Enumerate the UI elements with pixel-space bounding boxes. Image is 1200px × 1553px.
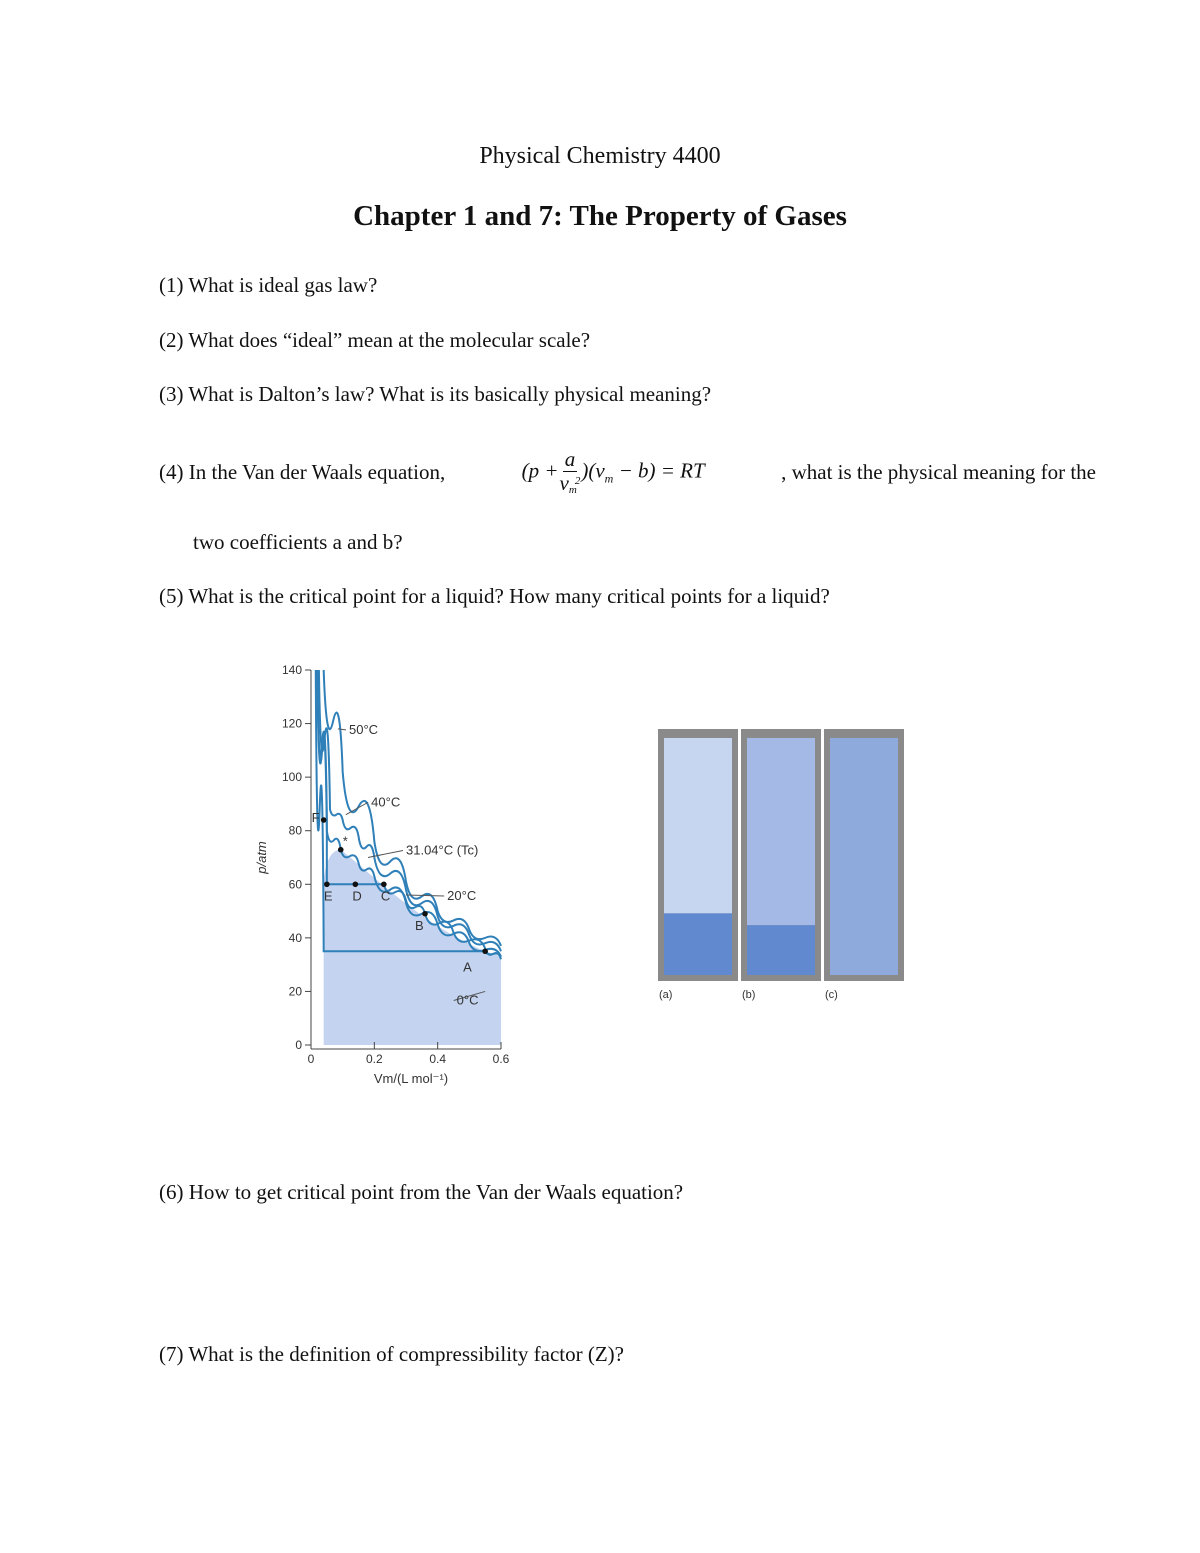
y-tick-label: 0 <box>295 1038 302 1052</box>
question-5: (5) What is the critical point for a liquid? How many critical points for a liquid? <box>159 584 830 608</box>
point-label: * <box>342 833 348 849</box>
y-tick-label: 20 <box>288 984 302 999</box>
x-tick-label: 0.2 <box>365 1052 383 1066</box>
y-tick-label: 80 <box>288 823 302 838</box>
x-tick-label: 0 <box>307 1052 315 1066</box>
question-4-suffix: , what is the physical meaning for the <box>781 460 1096 484</box>
panel-label: (b) <box>742 989 756 1001</box>
equation-fraction: $\frac{a}{v_m^2}$ <box>559 447 581 496</box>
x-tick-label: 0.6 <box>492 1052 510 1066</box>
chapter-title: Chapter 1 and 7: The Property of Gases <box>353 200 847 232</box>
data-point <box>422 911 428 917</box>
series-label: 0°C <box>456 992 479 1008</box>
question-7: (7) What is the definition of compressibility factor (Z)? <box>159 1342 624 1366</box>
panel-gas <box>747 738 815 925</box>
point-label: C <box>380 888 391 904</box>
series-label: 40°C <box>371 794 401 810</box>
point-label: F <box>311 810 320 825</box>
two-phase-region <box>324 850 501 1045</box>
series-label: 50°C <box>349 721 379 737</box>
panel-label: (c) <box>825 989 838 1001</box>
question-1: (1) What is ideal gas law? <box>159 273 378 297</box>
y-tick-label: 140 <box>281 663 302 677</box>
series-leader <box>338 729 346 730</box>
panel-liquid <box>664 913 732 975</box>
y-tick-label: 60 <box>288 877 302 892</box>
question-2: (2) What does “ideal” mean at the molecular scale? <box>159 328 591 352</box>
van-der-waals-equation: (p + $\frac{a}{v_m^2}$ )$(v_m - b)$ = RT <box>521 447 705 496</box>
question-3: (3) What is Dalton’s law? What is its basically physical meaning? <box>159 382 712 406</box>
y-tick-label: 120 <box>281 716 302 731</box>
point-label: D <box>352 888 362 904</box>
panel-gas <box>664 738 732 913</box>
x-tick-label: 0.4 <box>429 1052 447 1066</box>
point-label: B <box>415 917 424 933</box>
data-point <box>324 881 330 887</box>
data-point <box>381 881 387 887</box>
y-axis-label: p/atm <box>254 841 269 874</box>
panel-supercritical <box>830 738 898 975</box>
panel-label: (a) <box>659 989 673 1001</box>
panel-liquid <box>747 925 815 975</box>
isotherm-chart <box>240 650 540 1100</box>
y-tick-label: 100 <box>281 770 302 785</box>
course-title: Physical Chemistry 4400 <box>479 143 721 169</box>
series-label: 31.04°C (Tc) <box>406 842 479 858</box>
data-point <box>321 817 327 823</box>
point-label: E <box>323 888 333 904</box>
y-tick-label: 40 <box>288 930 302 945</box>
x-axis-label: Vm/(L mol⁻¹) <box>373 1071 449 1086</box>
data-point <box>482 948 488 954</box>
point-label: A <box>463 959 472 975</box>
question-4-prefix: (4) In the Van der Waals equation, <box>159 460 446 484</box>
phase-panels <box>655 726 915 1016</box>
question-4-continuation: two coefficients a and b? <box>193 530 403 554</box>
data-point <box>353 881 359 887</box>
question-4 <box>159 449 1096 496</box>
question-6: (6) How to get critical point from the Van der Waals equation? <box>159 1180 684 1204</box>
series-label: 20°C <box>447 888 477 903</box>
